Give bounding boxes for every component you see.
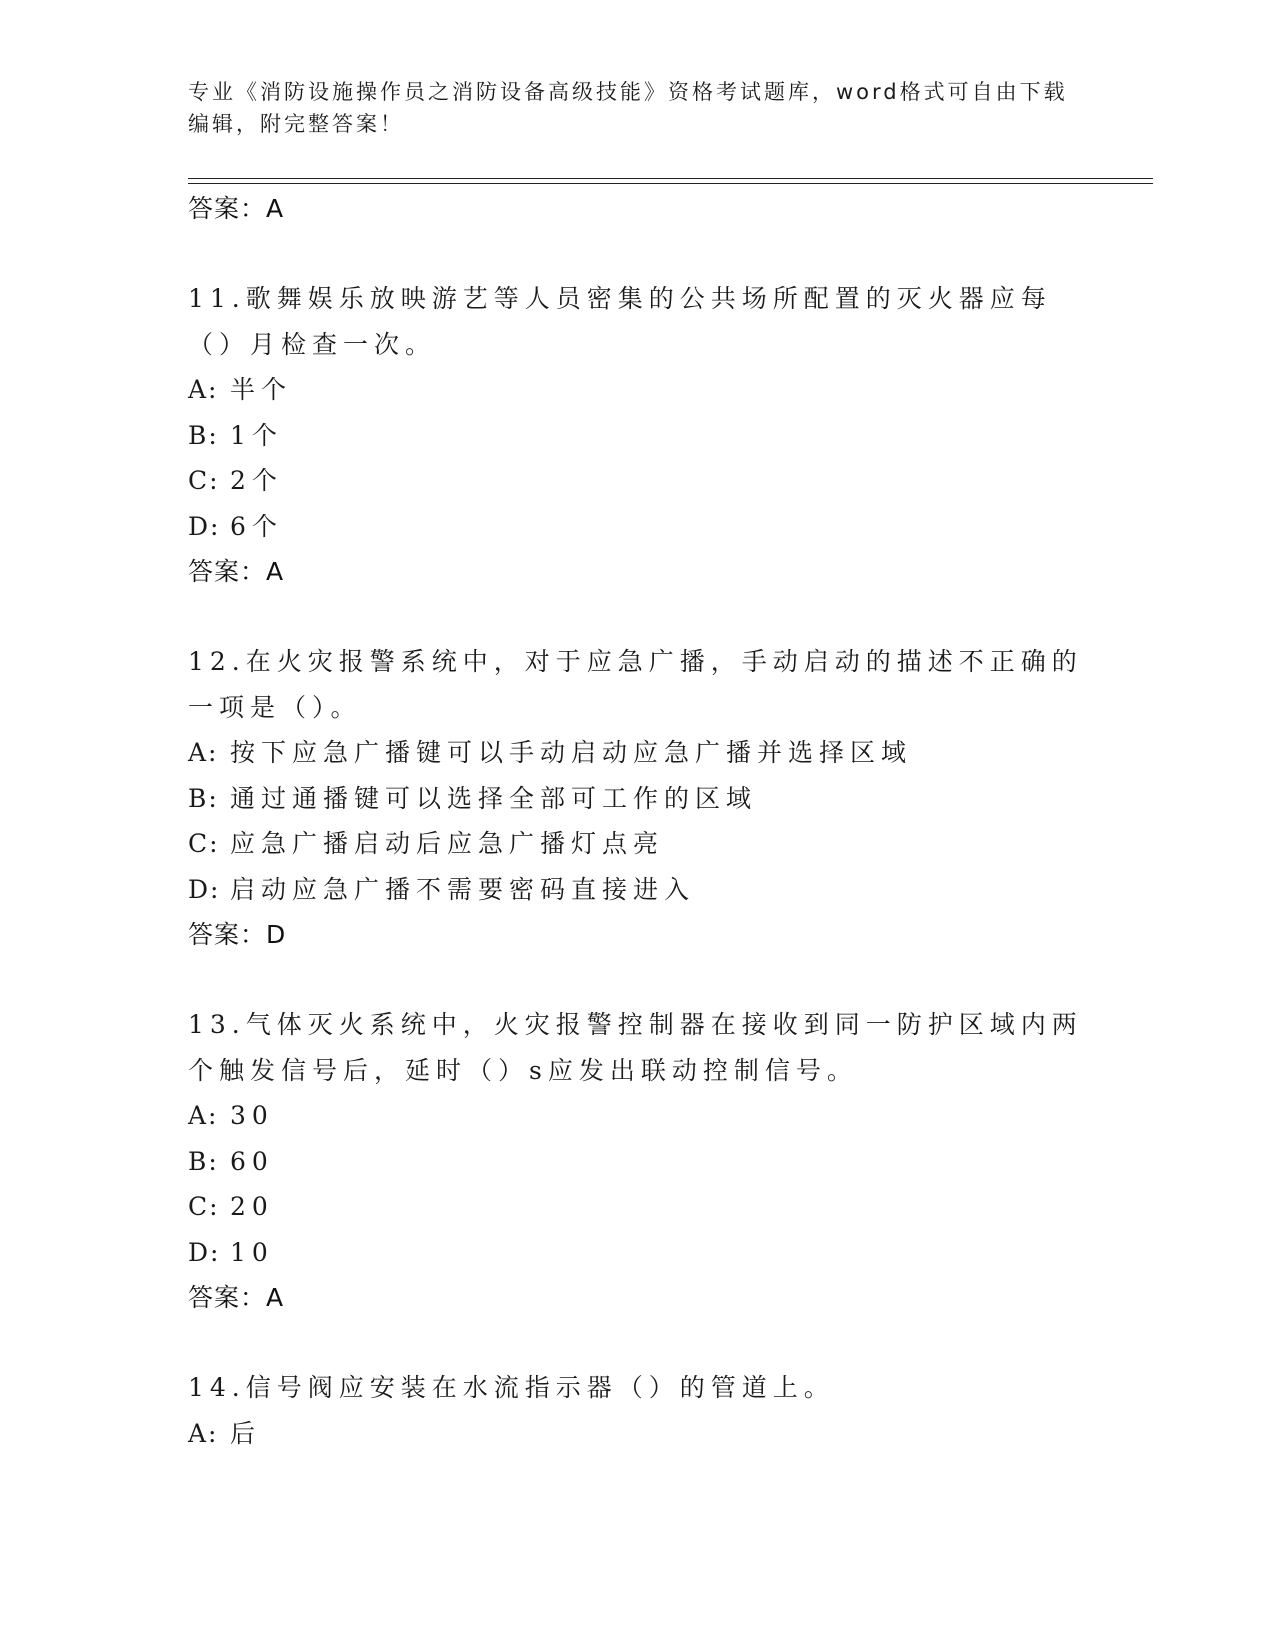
question-list [188,186,1088,1456]
option-d [188,1230,1088,1276]
option-key: C: [188,829,220,858]
option-text: 60 [230,1146,274,1176]
option-key: B: [188,420,219,450]
option-a [188,1093,1088,1139]
option-text: 2个 [230,466,283,495]
option-key: C: [188,1192,220,1221]
option-text: 10 [230,1237,274,1267]
option-b [188,776,1088,822]
option-d [188,867,1088,913]
option-d [188,504,1088,550]
option-key: D: [188,511,221,541]
option-text: 1个 [230,420,283,450]
option-c [188,1184,1088,1230]
question-item [188,1002,1088,1321]
option-key: A: [188,738,219,767]
option-key: A: [188,375,219,404]
option-text: 半个 [230,375,293,404]
option-text: 按下应急广播键可以手动启动应急广播并选择区域 [230,738,913,767]
question-item [188,639,1088,958]
question-stem: 12.在火灾报警系统中，对于应急广播，手动启动的描述不正确的一项是（）。 [188,647,1083,722]
option-text: 6个 [230,511,283,541]
header-divider-top [188,178,1153,179]
option-a [188,730,1088,776]
option-text: 启动应急广播不需要密码直接进入 [230,874,696,904]
option-key: A: [188,1101,219,1130]
option-text: 20 [230,1192,274,1221]
option-b [188,1139,1088,1185]
option-key: B: [188,783,219,813]
option-text: 30 [230,1101,274,1130]
option-b [188,413,1088,459]
answer-label: 答案：A [188,557,285,586]
option-key: A: [188,1418,219,1448]
option-a [188,1411,1088,1457]
option-text: 后 [230,1418,262,1448]
question-stem: 13.气体灭火系统中，火灾报警控制器在接收到同一防护区域内两个触发信号后，延时（）s应发出联动控制信号。 [188,1010,1083,1085]
option-key: B: [188,1146,219,1176]
option-a [188,367,1088,413]
answer-label: 答案：A [188,1283,285,1312]
option-key: D: [188,874,221,904]
question-stem: 11.歌舞娱乐放映游艺等人员密集的公共场所配置的灭火器应每（）月检查一次。 [188,284,1052,359]
option-key: D: [188,1237,221,1267]
option-text: 应急广播启动后应急广播灯点亮 [230,829,665,858]
option-c [188,821,1088,867]
document-header: 专业《消防设施操作员之消防设备高级技能》资格考试题库，word格式可自由下载编辑，附完整答案！ [188,80,1068,136]
answer-label: 答案：D [188,920,287,949]
option-c [188,458,1088,504]
question-stem: 14.信号阀应安装在水流指示器（）的管道上。 [188,1373,835,1402]
option-key: C: [188,466,220,495]
question-item [188,276,1088,595]
answer-label: 答案：A [188,194,285,223]
option-text: 通过通播键可以选择全部可工作的区域 [230,783,758,813]
header-divider-bottom [188,183,1153,184]
question-item [188,1365,1088,1456]
